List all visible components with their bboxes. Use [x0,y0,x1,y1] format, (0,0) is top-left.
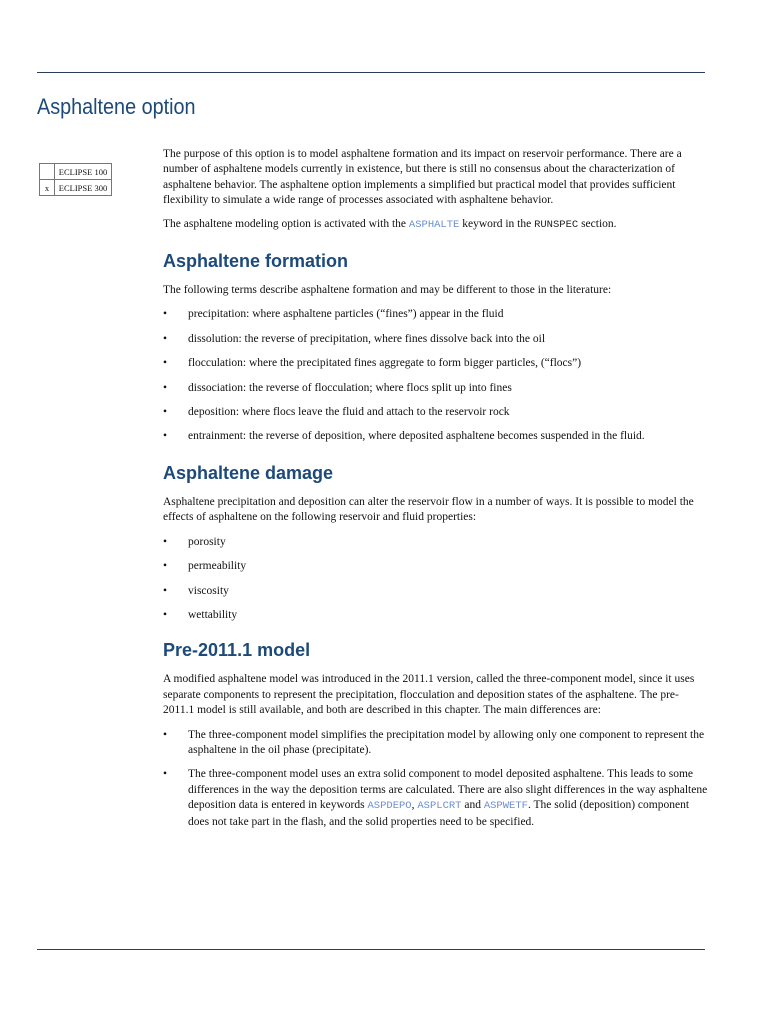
applies-mark-eclipse100 [40,164,55,180]
formation-item [163,429,708,444]
formation-item [163,356,708,371]
damage-list [163,535,708,624]
keyword-separator: , [411,799,418,812]
keyword-link-aspwetf[interactable]: ASPWETF [483,800,528,813]
damage-item [163,584,708,599]
heading-pre-2011-model: Pre-2011.1 model [163,640,311,661]
pre2011-item-text: The three-component model uses an extra solid component to model deposited asphaltene. This leads to some differences in the way the deposition terms are calculated. There are also slight differences in the way asphaltene deposition data is entered in keywords [188,768,708,812]
keyword-separator: and [461,799,484,812]
formation-lead: The following terms describe asphaltene formation and may be different to those in the literature: [163,284,612,297]
keyword-link-asplcrt[interactable]: ASPLCRT [417,800,462,813]
formation-item-text: dissolution: the reverse of precipitation, where fines dissolve back into the oil [188,332,546,345]
damage-item-text: permeability [188,560,247,573]
applies-product-eclipse100: ECLIPSE 100 [55,164,112,180]
top-rule [37,72,705,73]
damage-item [163,559,708,574]
damage-item-text: porosity [188,535,226,548]
section-name-runspec: RUNSPEC [534,218,579,231]
damage-item-text: wettability [188,608,238,621]
applies-product-eclipse300: ECLIPSE 300 [55,180,112,196]
damage-item [163,608,708,623]
bullet-icon: • [163,768,168,781]
pre2011-item-text: The three-component model simplifies the precipitation model by allowing only one component to represent the asphaltene in the oil phase (precipitate). [188,728,705,756]
activation-prefix: The asphaltene modeling option is activated with the [163,217,409,230]
formation-item-text: dissociation: the reverse of flocculation; where flocs split up into fines [188,381,512,394]
bullet-icon: • [163,332,168,345]
page-title: Asphaltene option [37,94,196,119]
formation-item [163,381,708,396]
formation-list [163,307,708,444]
damage-item [163,535,708,550]
formation-item-text: flocculation: where the precipitated fines aggregate to form bigger particles, (“flocs”) [188,357,582,370]
formation-item [163,332,708,347]
applies-to-table [39,163,112,196]
bottom-rule [37,949,705,950]
formation-item [163,405,708,420]
pre2011-item-suffix: . The solid (deposition) component does not take part in the flash, and the solid properties need to be specified. [188,799,690,828]
pre2011-item [163,767,708,830]
bullet-icon: • [163,535,168,548]
heading-asphaltene-formation: Asphaltene formation [163,251,349,272]
applies-mark-eclipse300: x [40,180,55,196]
applies-row-eclipse300 [40,180,112,196]
intro-paragraph: The purpose of this option is to model asphaltene formation and its impact on reservoir performance. There are a number of asphaltene models currently in existence, but there is still no consensus about the characterization of asphaltene behavior. The asphaltene option implements a simplified but practical model that provides sufficient flexibility to simulate a wide range of processes associated with asphaltene behavior. [163,148,682,207]
pre2011-list [163,728,708,830]
bullet-icon: • [163,381,168,394]
formation-item-text: entrainment: the reverse of deposition, where deposited asphaltene becomes suspended in the fluid. [188,430,645,443]
pre2011-item [163,728,708,759]
formation-item-text: deposition: where flocs leave the fluid and attach to the reservoir rock [188,406,510,419]
bullet-icon: • [163,584,168,597]
activation-suffix: section. [578,217,617,230]
activation-middle: keyword in the [459,217,535,230]
pre2011-lead: A modified asphaltene model was introduced in the 2011.1 version, called the three-component model, since it uses separate components to represent the precipitation, flocculation and deposition states of the asphaltene. The pre-2011.1 model is still available, and both are described in this chapter. The main differences are: [163,673,695,717]
bullet-icon: • [163,430,168,443]
damage-item-text: viscosity [188,584,229,597]
formation-item-text: precipitation: where asphaltene particles (“fines”) appear in the fluid [188,308,504,321]
activation-paragraph [163,217,708,233]
keyword-link-aspdepo[interactable]: ASPDEPO [367,800,412,813]
bullet-icon: • [163,608,168,621]
keyword-link-asphalte[interactable]: ASPHALTE [408,218,460,231]
heading-asphaltene-damage: Asphaltene damage [163,462,334,483]
bullet-icon: • [163,357,168,370]
damage-lead: Asphaltene precipitation and deposition can alter the reservoir flow in a number of ways. It is possible to model the effects of asphaltene on the following reservoir and fluid properties: [163,495,694,524]
bullet-icon: • [163,308,168,321]
formation-item [163,307,708,322]
applies-row-eclipse100 [40,164,112,180]
body-text [163,147,708,830]
bullet-icon: • [163,406,168,419]
bullet-icon: • [163,728,168,741]
bullet-icon: • [163,560,168,573]
